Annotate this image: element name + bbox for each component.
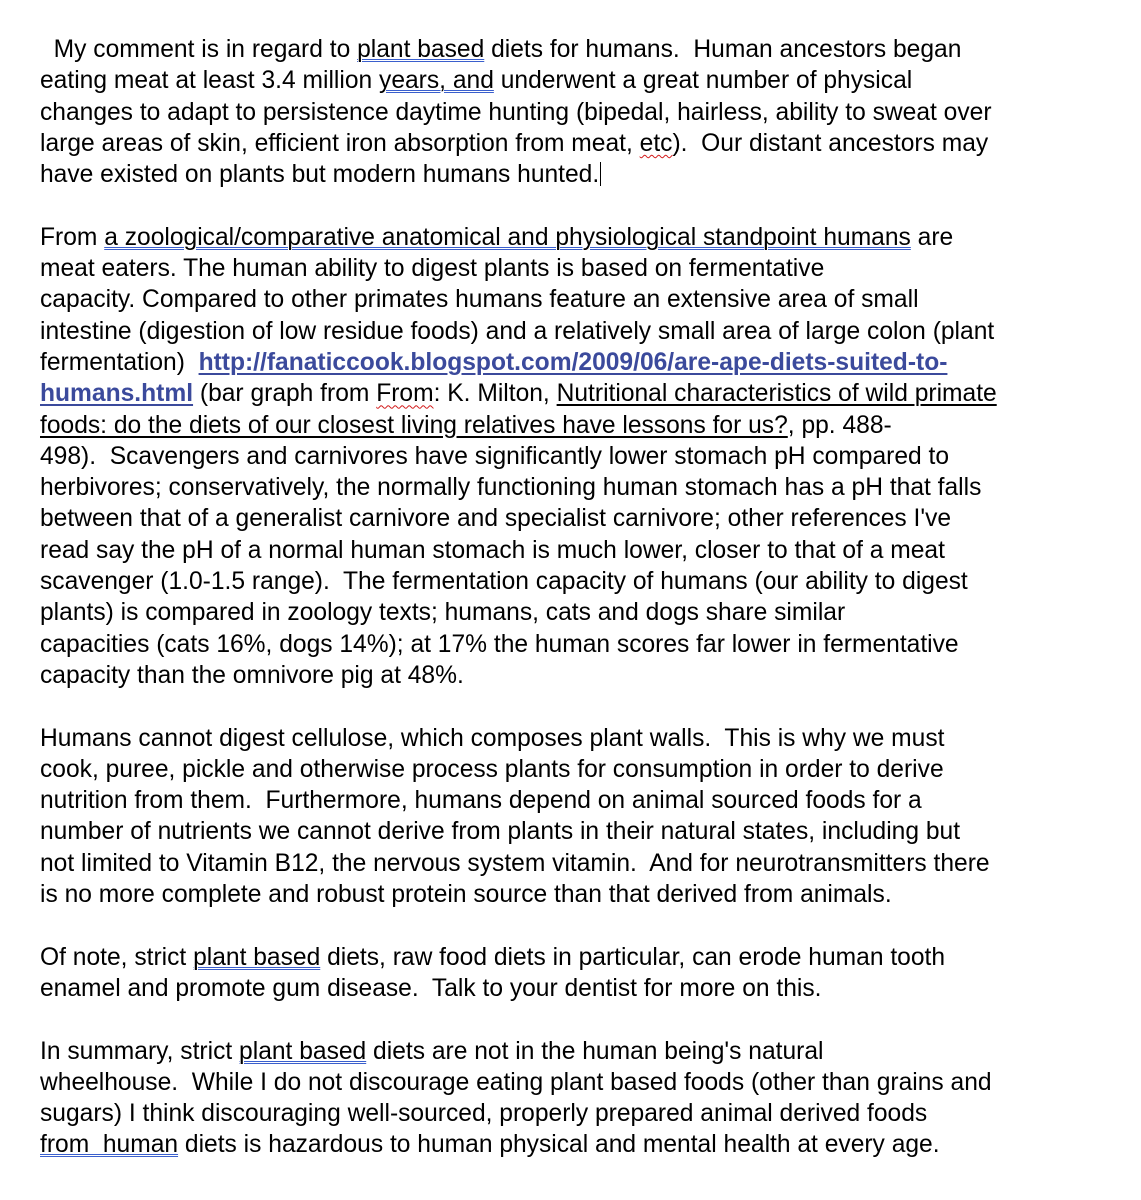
text-run: : K. Milton, <box>433 380 557 408</box>
text-line <box>40 816 1120 847</box>
text-line <box>40 660 1120 691</box>
grammar-flagged-text[interactable]: a zoological/comparative anatomical and physiological standpoint humans <box>104 223 911 251</box>
text-line <box>40 410 1120 441</box>
reference-link[interactable]: http://fanaticcook.blogspot.com/2009/06/are-ape-diets-suited-to- <box>198 348 948 376</box>
text-line <box>40 535 1120 566</box>
text-run: cook, puree, pickle and otherwise process plants for consumption in order to derive <box>40 755 944 783</box>
text-line <box>40 34 1120 65</box>
text-line <box>40 316 1120 347</box>
text-run: herbivores; conservatively, the normally functioning human stomach has a pH that falls <box>40 474 982 502</box>
text-run: enamel and promote gum disease. Talk to your dentist for more on this. <box>40 974 822 1002</box>
text-line <box>40 879 1120 910</box>
text-run: eating meat at least 3.4 million <box>40 67 380 95</box>
paragraph <box>40 942 1120 1005</box>
text-run: diets, raw food diets in particular, can erode human tooth <box>320 943 946 971</box>
text-line <box>40 128 1120 159</box>
text-line <box>40 253 1120 284</box>
text-run: underwent a great number of physical <box>493 67 913 95</box>
text-line <box>40 785 1120 816</box>
grammar-flagged-text[interactable]: plant based <box>193 943 321 971</box>
text-run: changes to adapt to persistence daytime hunting (bipedal, hairless, ability to sweat over <box>40 98 992 126</box>
text-run: In summary, strict <box>40 1037 240 1065</box>
text-line <box>40 65 1120 96</box>
text-line <box>40 503 1120 534</box>
spelling-flagged-text[interactable]: From <box>376 380 434 408</box>
text-line <box>40 159 1120 190</box>
text-run: From <box>40 223 105 251</box>
text-line <box>40 347 1120 378</box>
text-line <box>40 1129 1120 1160</box>
paragraph <box>40 34 1120 190</box>
text-run: , pp. 488- <box>787 411 892 439</box>
paragraph <box>40 222 1120 691</box>
text-line <box>40 1067 1120 1098</box>
text-line <box>40 284 1120 315</box>
text-run: capacity. Compared to other primates humans feature an extensive area of small <box>40 286 919 314</box>
reference-title: Nutritional characteristics of wild primate <box>556 380 997 408</box>
grammar-flagged-text[interactable]: plant based <box>357 36 485 63</box>
text-run: plants) is compared in zoology texts; humans, cats and dogs share similar <box>40 599 846 627</box>
text-line <box>40 566 1120 597</box>
text-run: not limited to Vitamin B12, the nervous system vitamin. And for neurotransmitters there <box>40 849 990 877</box>
text-line <box>40 441 1120 472</box>
text-run: meat eaters. The human ability to digest plants is based on fermentative <box>40 255 825 283</box>
grammar-flagged-text[interactable]: plant based <box>239 1037 367 1065</box>
document-body[interactable] <box>40 34 1120 1161</box>
text-line <box>40 97 1120 128</box>
grammar-flagged-text[interactable]: years, and <box>379 67 494 95</box>
paragraph <box>40 723 1120 911</box>
text-run: capacities (cats 16%, dogs 14%); at 17% the human scores far lower in fermentative <box>40 630 959 658</box>
text-run: scavenger (1.0-1.5 range). The fermentation capacity of humans (our ability to digest <box>40 568 968 596</box>
text-line <box>40 942 1120 973</box>
text-line <box>40 1098 1120 1129</box>
text-run: Humans cannot digest cellulose, which composes plant walls. This is why we must <box>40 724 945 752</box>
text-run: is no more complete and robust protein source than that derived from animals. <box>40 881 892 909</box>
text-run: sugars) I think discouraging well-sourced, properly prepared animal derived foods <box>40 1100 928 1128</box>
text-run: have existed on plants but modern humans hunted. <box>40 161 600 189</box>
text-run: between that of a generalist carnivore and specialist carnivore; other references I've <box>40 505 952 533</box>
text-run: nutrition from them. Furthermore, humans depend on animal sourced foods for a <box>40 787 922 815</box>
text-line <box>40 597 1120 628</box>
reference-link[interactable]: humans.html <box>40 380 194 408</box>
grammar-flagged-text[interactable]: from human <box>40 1131 179 1159</box>
text-cursor <box>600 162 601 186</box>
text-line <box>40 222 1120 253</box>
text-run: 498). Scavengers and carnivores have significantly lower stomach pH compared to <box>40 442 950 470</box>
text-run: wheelhouse. While I do not discourage eating plant based foods (other than grains and <box>40 1068 992 1096</box>
text-run: capacity than the omnivore pig at 48%. <box>40 661 464 689</box>
text-line <box>40 472 1120 503</box>
text-run: My comment is in regard to <box>40 36 358 63</box>
text-run: intestine (digestion of low residue foods) and a relatively small area of large colon (plant <box>40 317 995 345</box>
text-run: large areas of skin, efficient iron absorption from meat, <box>40 129 640 157</box>
text-run: fermentation) <box>40 348 199 376</box>
text-line <box>40 1036 1120 1067</box>
text-run: diets for humans. Human ancestors began <box>484 36 962 63</box>
text-line <box>40 973 1120 1004</box>
text-run: number of nutrients we cannot derive from plants in their natural states, including but <box>40 818 961 846</box>
text-run: Of note, strict <box>40 943 194 971</box>
reference-title: foods: do the diets of our closest living relatives have lessons for us? <box>40 411 788 439</box>
text-run: diets is hazardous to human physical and mental health at every age. <box>178 1131 940 1159</box>
text-run: are <box>910 223 954 251</box>
paragraph <box>40 1036 1120 1161</box>
text-line <box>40 723 1120 754</box>
text-line <box>40 629 1120 660</box>
text-run: read say the pH of a normal human stomach is much lower, closer to that of a meat <box>40 536 945 564</box>
text-line <box>40 848 1120 879</box>
text-line <box>40 378 1120 409</box>
text-run: (bar graph from <box>193 380 377 408</box>
spelling-flagged-text[interactable]: etc <box>639 129 673 157</box>
text-run: ). Our distant ancestors may <box>672 129 989 157</box>
text-line <box>40 754 1120 785</box>
text-run: diets are not in the human being's natural <box>366 1037 824 1065</box>
